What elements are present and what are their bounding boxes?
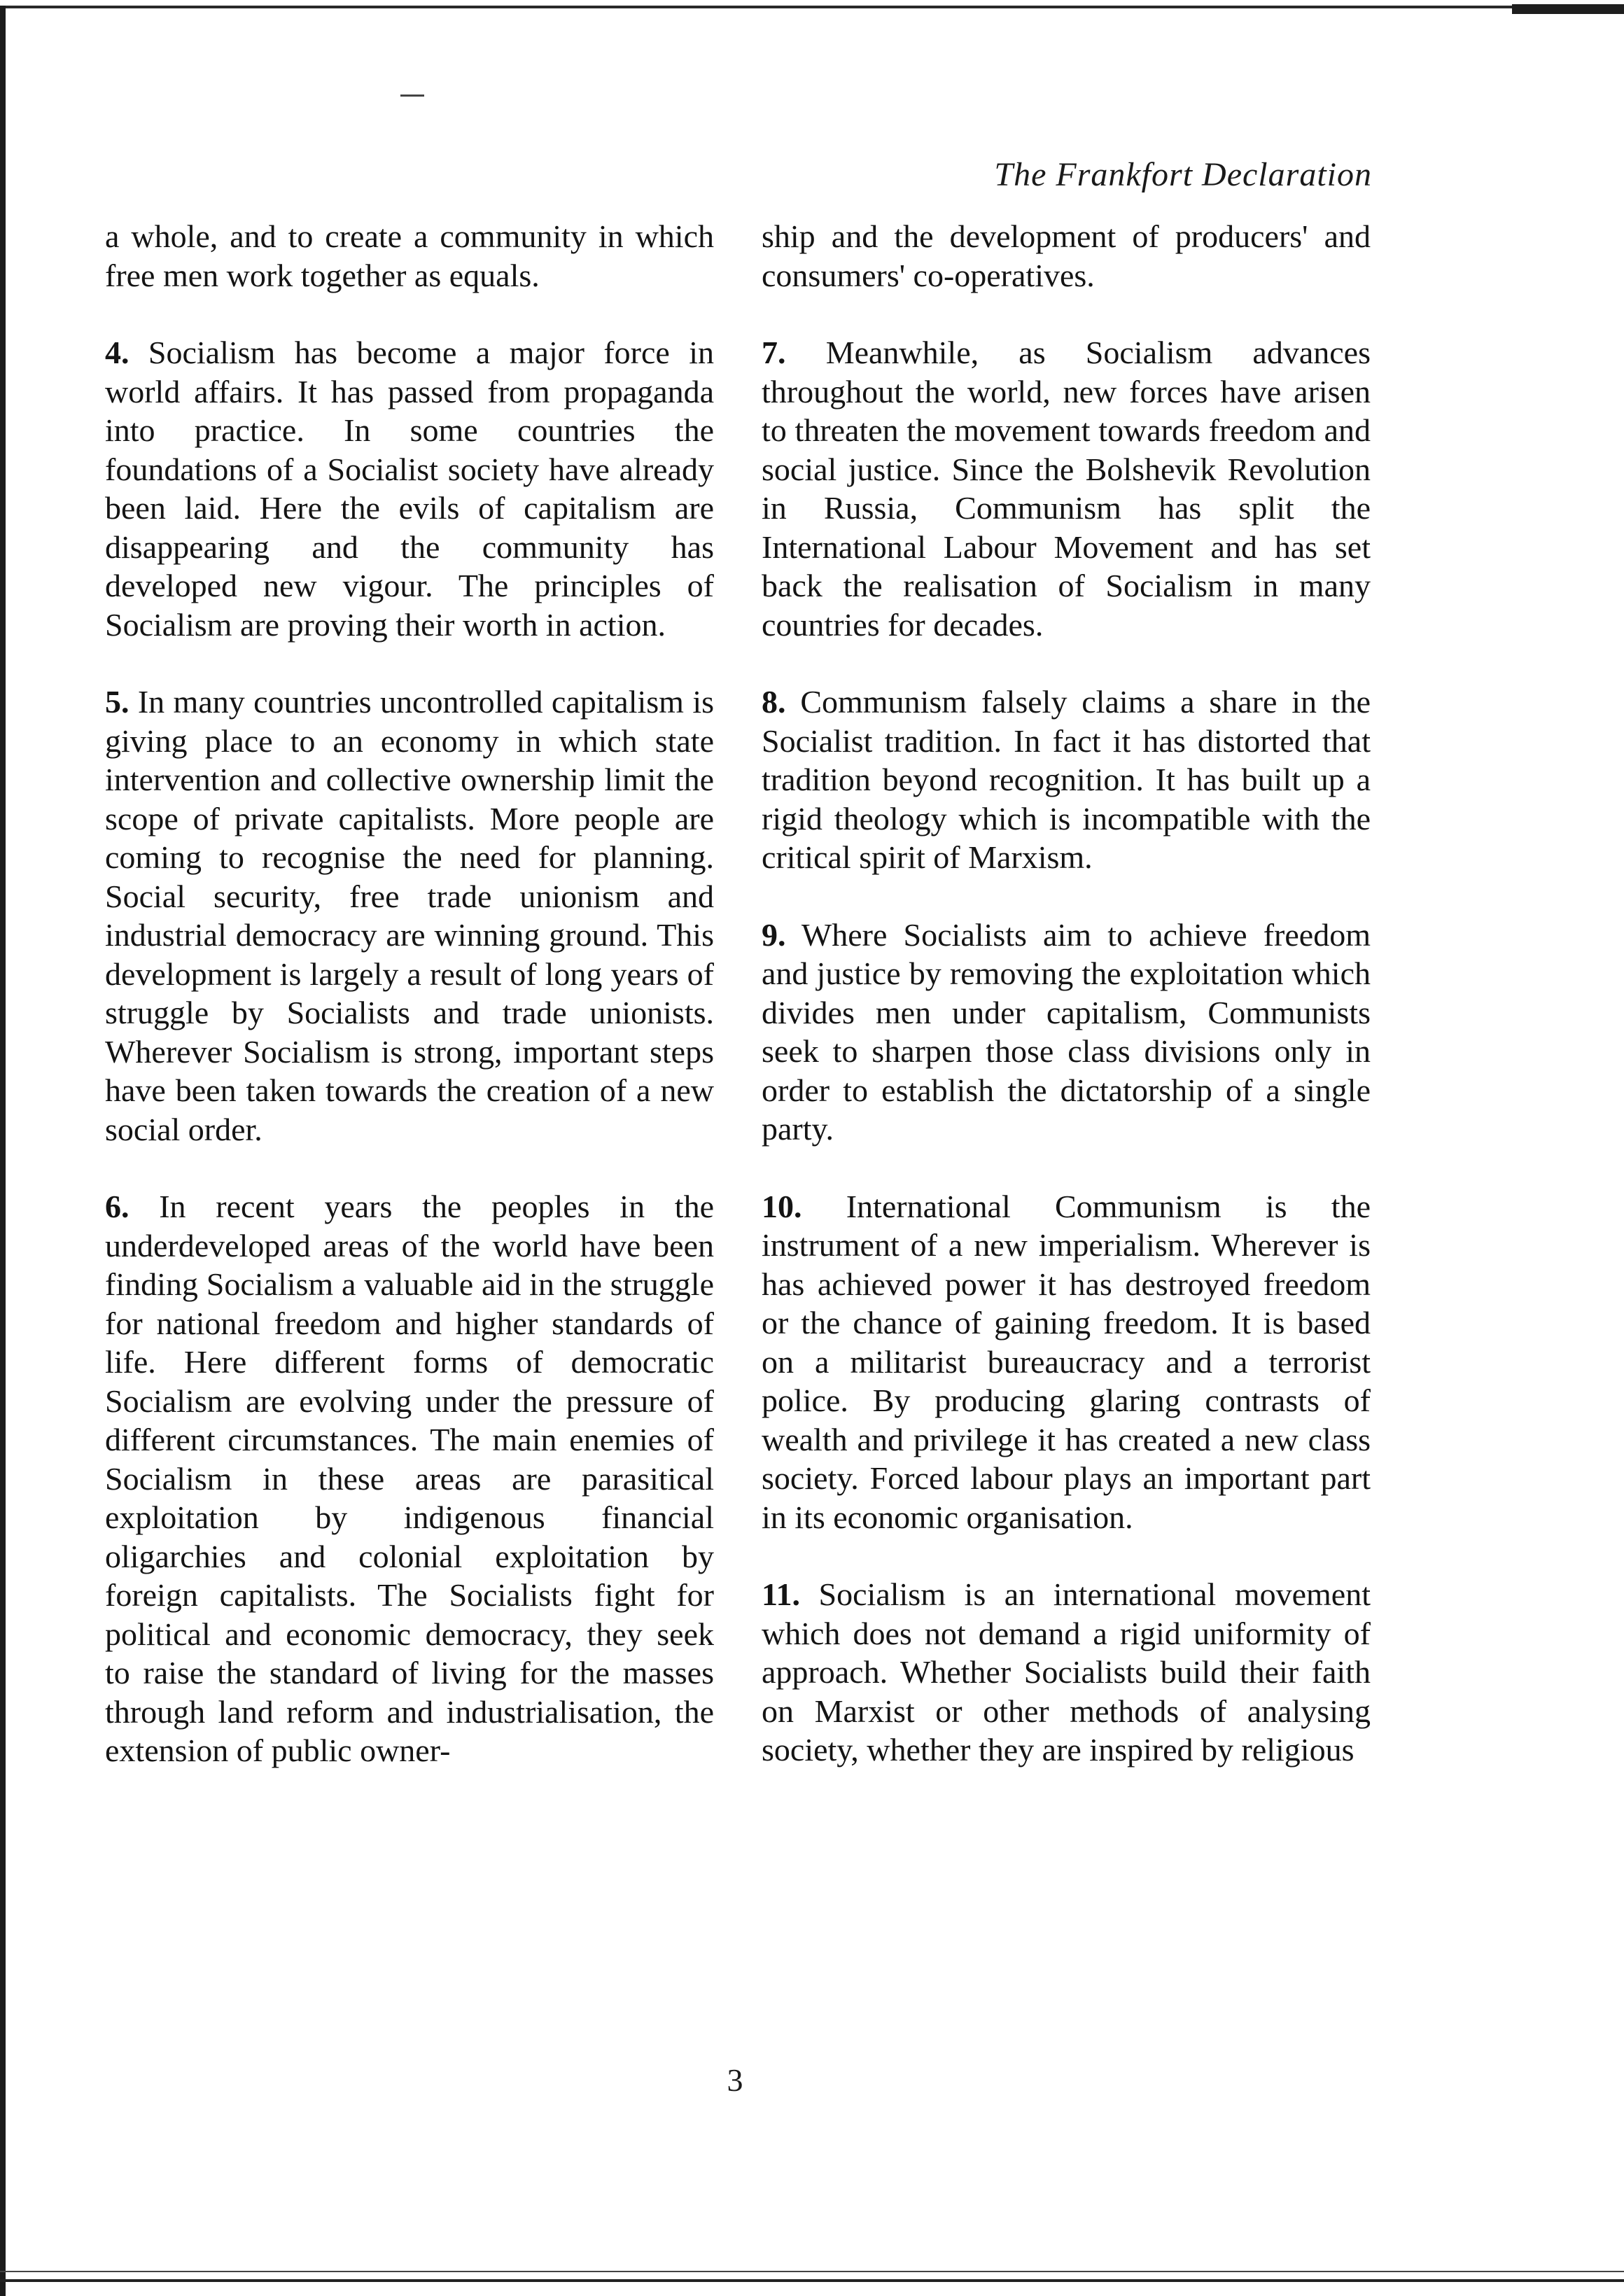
scan-speck [400, 94, 424, 97]
paragraph [762, 1575, 1371, 1770]
paragraph-text: Socialism is an international movement which does not demand a rigid uniformity of approach. Whether Socialists build their faith on Marxist or other methods of analysing society, whether they are inspired by religious [762, 1576, 1371, 1768]
paragraph [762, 682, 1371, 877]
paragraph-text: Meanwhile, as Socialism advances throughout the world, new forces have arisen to threaten the movement towards freedom and social justice. Since the Bolshevik Revolution in Russia, Communism has split the International Labour Movement and has set back the realisation of Socialism in many countries for decades. [762, 335, 1371, 643]
left-column [105, 217, 714, 1770]
paragraph [105, 333, 714, 644]
paragraph-text: International Communism is the instrument of a new imperialism. Wherever is has achieved power it has destroyed freedom or the chance of gaining freedom. It is based on a militarist bureaucracy and a terrorist police. By producing glaring contrasts of wealth and privilege it has created a new class society. Forced labour plays an important part in its economic organisation. [762, 1188, 1371, 1535]
scan-border-top [0, 6, 1624, 8]
page-number: 3 [727, 2062, 743, 2098]
scan-border-top-corner [1512, 4, 1624, 14]
paragraph [105, 1187, 714, 1770]
paragraph-number: 6. [105, 1189, 130, 1224]
paragraph-number: 11. [762, 1576, 800, 1612]
paragraph-text: In many countries uncontrolled capitalism is giving place to an economy in which state intervention and collective ownership limit the scope of private capitalists. More people are coming to recognise the need for planning. Social security, free trade unionism and industrial democracy are winning ground. This development is largely a result of long years of struggle by Socialists and trade unionists. Wherever Socialism is strong, important steps have been taken towards the creation of a new social order. [105, 684, 715, 1147]
paragraph-number: 8. [762, 684, 786, 720]
paragraph-number: 10. [762, 1188, 802, 1224]
scan-border-bottom-inner [0, 2271, 1624, 2272]
paragraph [105, 682, 714, 1149]
running-title: The Frankfort Declaration [994, 156, 1372, 193]
paragraph [762, 333, 1371, 644]
paragraph-number: 5. [105, 684, 130, 720]
paragraph-text: Communism falsely claims a share in the Socialist tradition. In fact it has distorted that tradition beyond recognition. It has built up a rigid theology which is incompatible with the critical spirit of Marxism. [762, 684, 1371, 875]
paragraph [105, 217, 714, 295]
paragraph-text: Where Socialists aim to achieve freedom and justice by removing the exploitation which divides men under capitalism, Communists seek to sharpen those class divisions only in order to establish the dictatorship of a single party. [762, 916, 1371, 1147]
paragraph [762, 1187, 1371, 1537]
right-column [762, 217, 1371, 1770]
paragraph [762, 217, 1371, 295]
paragraph-text: a whole, and to create a community in which free men work together as equals. [105, 218, 714, 293]
scan-border-bottom [0, 2279, 1624, 2282]
paragraph-text: Socialism has become a major force in world affairs. It has passed from propaganda into practice. In some countries the foundations of a Socialist society have already been laid. Here the evils of capitalism are disappearing and the community has developed new vigour. The principles of Socialism are proving their worth in action. [105, 335, 714, 643]
paragraph-text: In recent years the peoples in the underdeveloped areas of the world have been finding Socialism a valuable aid in the struggle for national freedom and higher standards of life. Here different forms of democratic Socialism are evolving under the pressure of different circumstances. The main enemies of Socialism in these areas are parasitical exploitation by indigenous financial oligarchies and colonial exploitation by foreign capitalists. The Socialists fight for political and economic democracy, they seek to raise the standard of living for the masses through land reform and industrialisation, the extension of public owner- [105, 1189, 714, 1768]
paragraph [762, 916, 1371, 1149]
scan-border-left [0, 6, 6, 2296]
paragraph-text: ship and the development of producers' and consumers' co-operatives. [762, 218, 1371, 293]
paragraph-number: 7. [762, 335, 786, 370]
paragraph-number: 4. [105, 335, 130, 370]
paragraph-number: 9. [762, 916, 786, 953]
